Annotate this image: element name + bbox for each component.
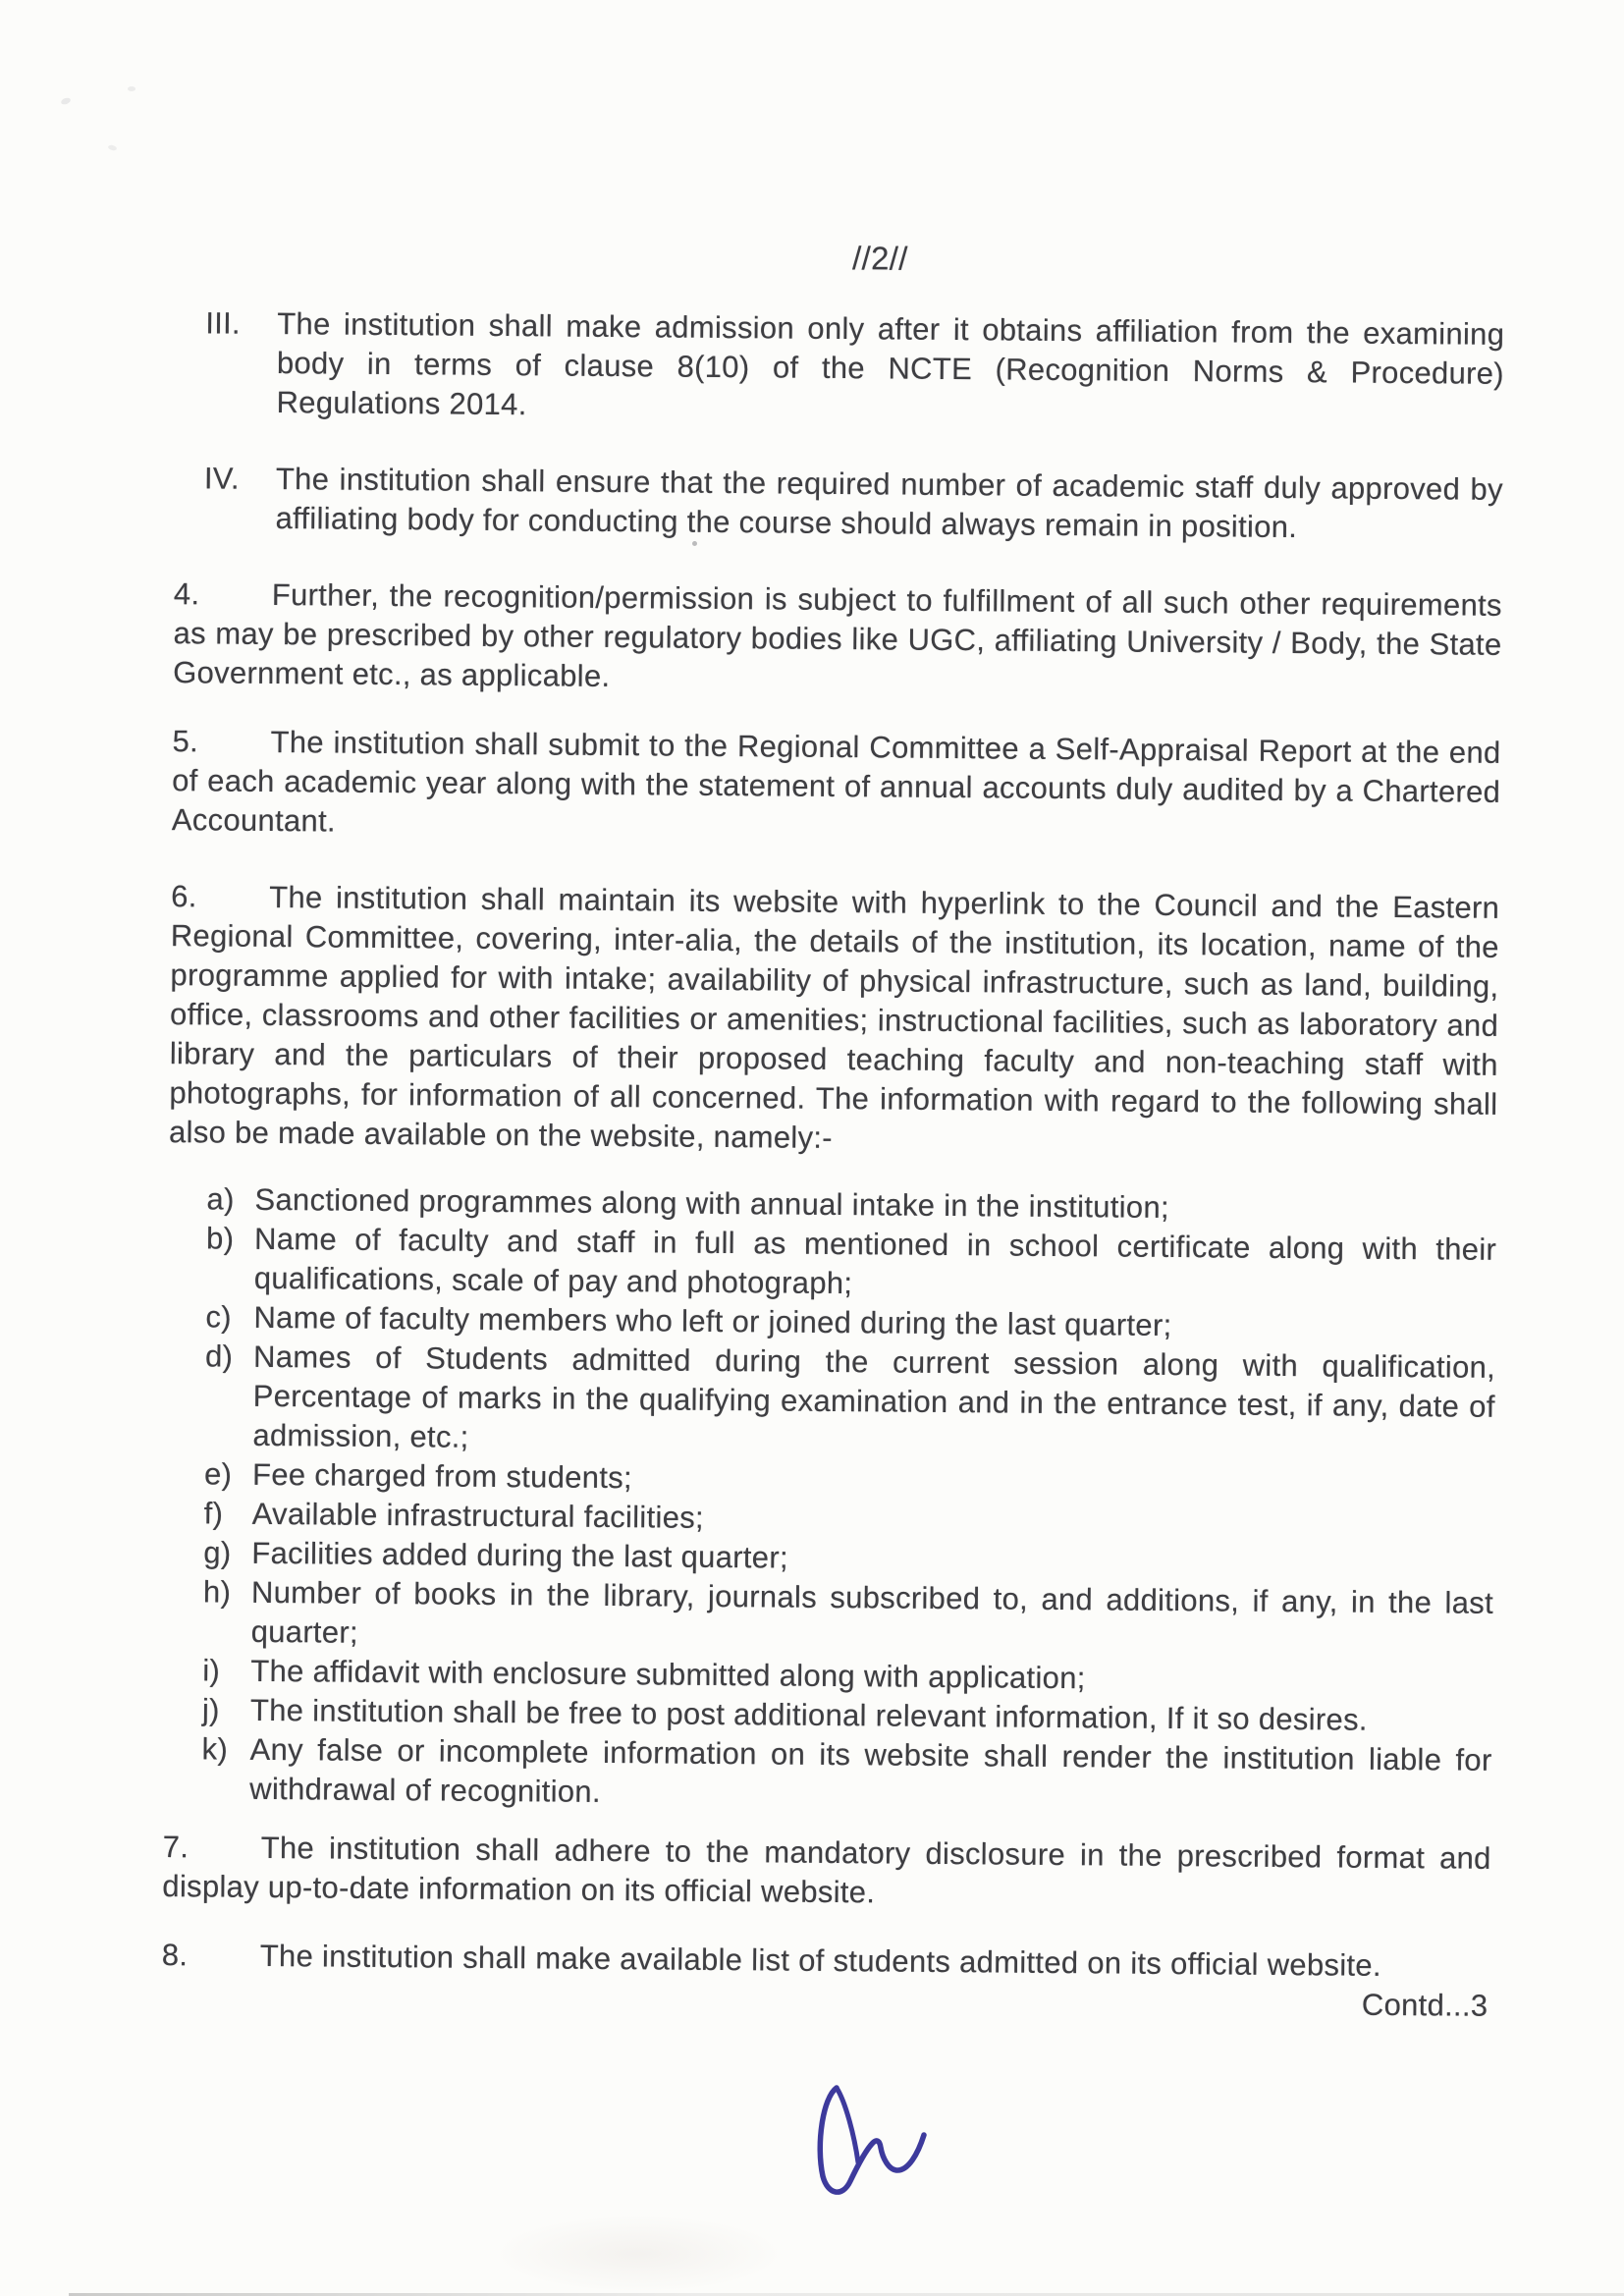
clause-8-label: 8. — [161, 1938, 189, 1973]
list-item-d-label: d) — [204, 1339, 234, 1374]
clause-iv — [203, 459, 1503, 549]
clause-4-text: Further, the recognition/permission is subject to fulfillment of all such other requirements as may be prescribed by other regulatory bodies like UGC, affiliating University / Body, the State Government etc., as applicable. — [173, 576, 1502, 693]
list-item-j-text: The institution shall be free to post additional relevant information, If it so desires. — [249, 1692, 1368, 1737]
list-item-f-text: Available infrastructural facilities; — [251, 1496, 705, 1535]
list-item-i-label: i) — [202, 1653, 221, 1688]
clause-6 — [169, 877, 1499, 1164]
list-item-f-label: f) — [203, 1496, 224, 1531]
list-item-k-text: Any false or incomplete information on its website shall render the institution liable for withdrawal of recognition. — [249, 1731, 1492, 1809]
clause-iii-label: III. — [205, 305, 242, 341]
list-item-h — [202, 1572, 1493, 1662]
list-item-c-text: Name of faculty members who left or joined during the last quarter; — [253, 1299, 1172, 1343]
clause-6-label: 6. — [171, 879, 197, 914]
list-item-a-label: a) — [206, 1181, 235, 1217]
clause-iii-text: The institution shall make admission only after it obtains affiliation from the examining body in terms of clause 8(10) of the NCTE (Recognition Norms & Procedure) Regulations 2014. — [276, 306, 1505, 422]
list-item-b-label: b) — [205, 1221, 235, 1256]
scan-artifact — [128, 86, 135, 91]
list-item-d — [204, 1337, 1495, 1465]
page-number-header: //2// — [851, 240, 908, 277]
clause-6-text: The institution shall maintain its website with hyperlink to the Council and the Eastern Regional Committee, covering, inter-alia, the details of the institution, its location, name of the programme applied for with intake; availability of physical infrastructure, such as land, building, office, classrooms and other facilities or amenities; instructional facilities, such as laboratory and library and the particulars of their proposed teaching faculty and non-teaching staff with photographs, for information of all concerned. The information with regard to the following shall also be made available on the website, namely:- — [168, 879, 1500, 1155]
list-item-c-label: c) — [205, 1299, 233, 1335]
clause-5-text: The institution shall submit to the Regional Committee a Self-Appraisal Report at the end of each academic year along with the statement of annual accounts duly audited by a Chartered Accountant. — [171, 724, 1501, 839]
list-item-j-label: j) — [201, 1692, 220, 1727]
list-item-a-text: Sanctioned programmes along with annual intake in the institution; — [254, 1181, 1170, 1225]
list-item-h-label: h) — [202, 1574, 232, 1610]
scan-artifact — [108, 144, 118, 151]
list-item-d-text: Names of Students admitted during the current session along with qualification, Percentage of marks in the qualifying examination and in the entrance test, if any, date of admission, etc.; — [252, 1339, 1496, 1454]
clause-4-label: 4. — [173, 576, 200, 612]
document-content — [161, 0, 1507, 2026]
clause-7-text: The institution shall adhere to the mandatory disclosure in the prescribed format and display up-to-date information on its official website. — [162, 1830, 1491, 1910]
list-item-i-text: The affidavit with enclosure submitted along with application; — [250, 1653, 1086, 1696]
scan-smudge — [491, 2214, 785, 2293]
list-item-g-text: Facilities added during the last quarter; — [251, 1535, 788, 1575]
list-item-b-text: Name of faculty and staff in full as mentioned in school certificate along with their qualifications, scale of pay and photograph; — [253, 1221, 1497, 1301]
clause-5-label: 5. — [172, 724, 199, 759]
clause-iv-text: The institution shall ensure that the required number of academic staff duly approved by affiliating body for conducting the course should always remain in position. — [275, 462, 1504, 545]
list-item-g-label: g) — [203, 1535, 232, 1570]
list-item-b — [206, 1219, 1497, 1308]
list-item-e-text: Fee charged from students; — [251, 1456, 633, 1496]
list-item-k-label: k) — [201, 1731, 229, 1767]
clause-8-text: The institution shall make available list of students admitted on its official website. — [259, 1938, 1381, 1983]
website-information-list — [163, 1179, 1497, 1820]
continuation-note: Contd...3 — [1361, 1987, 1489, 2023]
scan-artifact — [60, 96, 71, 105]
clause-iii — [204, 303, 1504, 433]
clause-iv-label: IV. — [203, 461, 241, 496]
clause-4 — [173, 574, 1502, 704]
list-item-e-label: e) — [203, 1456, 233, 1492]
clause-7-label: 7. — [162, 1830, 189, 1865]
list-item-k — [201, 1729, 1492, 1819]
list-item-h-text: Number of books in the library, journals subscribed to, and additions, if any, in the last quarter; — [250, 1574, 1494, 1650]
signature-ink — [813, 2078, 937, 2210]
clause-5 — [172, 722, 1501, 851]
clause-7 — [162, 1828, 1491, 1918]
